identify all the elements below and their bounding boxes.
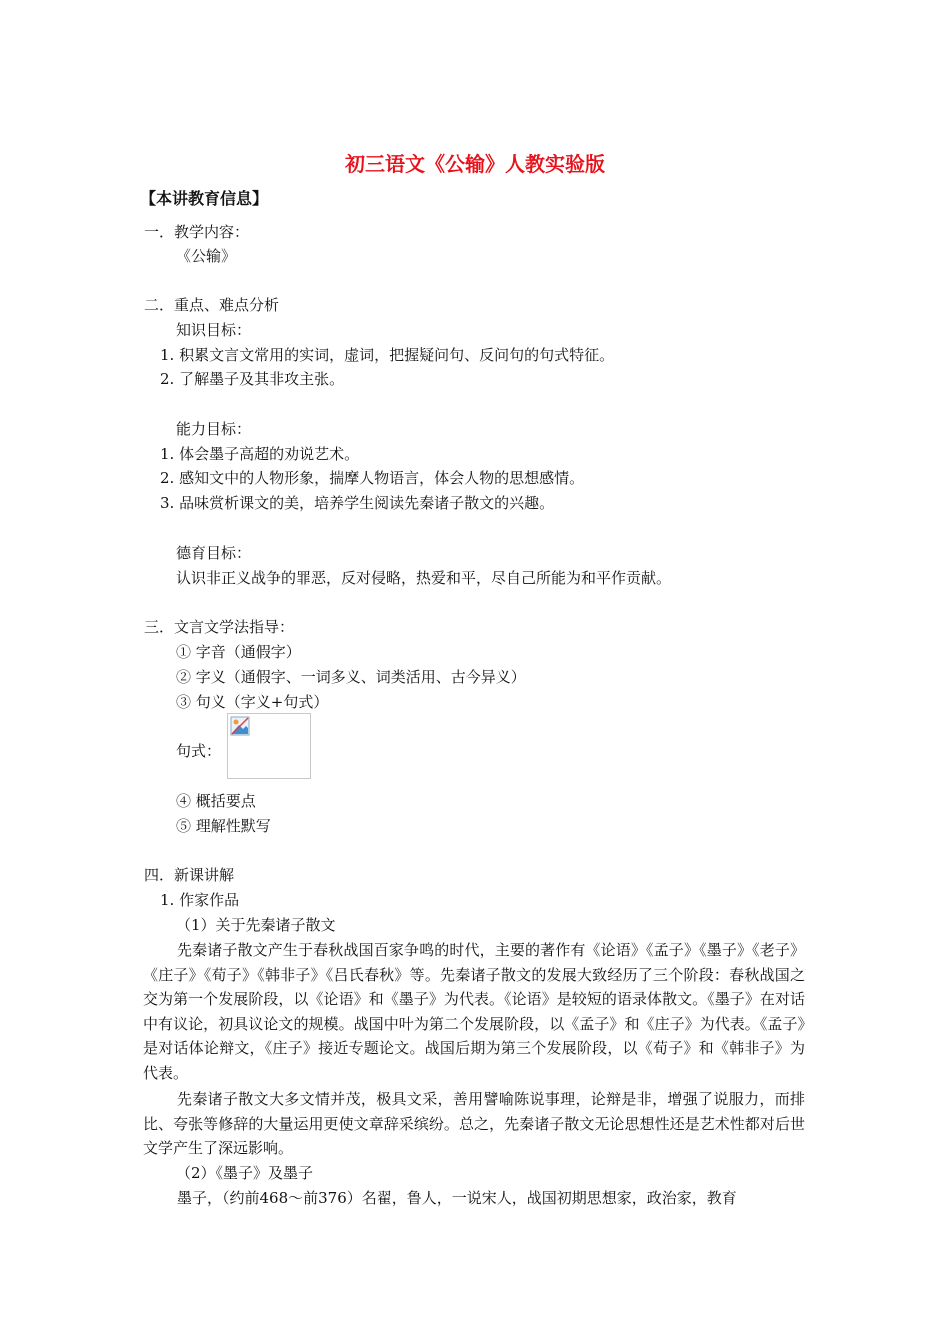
list-item: ⑤ 理解性默写: [176, 817, 271, 835]
sentence-pattern-label: 句式：: [176, 742, 222, 760]
ability-goal-label: 能力目标：: [176, 420, 252, 438]
list-item: 1. 体会墨子高超的劝说艺术。: [160, 445, 360, 463]
image-placeholder: [227, 713, 311, 779]
page-title: 初三语文《公输》人教实验版: [345, 152, 605, 176]
list-item: ② 字义（通假字、一词多义、词类活用、古今异义）: [176, 668, 526, 686]
paragraph: 墨子，（约前468～前376）名翟，鲁人，一说宋人，战国初期思想家，政治家，教育: [177, 1189, 737, 1207]
paragraph: 先秦诸子散文大多文情并茂，极具文采，善用譬喻陈说事理，论辩是非，增强了说服力，而排比、夸张等修辞的大量运用更使文章辞采缤纷。总之，先秦诸子散文无论思想性还是艺术性都对后世文学产生了深远影响。: [143, 1090, 805, 1158]
section-4-title: 四．新课讲解: [144, 866, 235, 884]
section-heading: 【本讲教育信息】: [140, 189, 269, 208]
paragraph: 先秦诸子散文产生于春秋战国百家争鸣的时代，主要的著作有《论语》《孟子》《墨子》《老子》《庄子》《荀子》《韩非子》《吕氏春秋》等。先秦诸子散文的发展大致经历了三个阶段：春秋战国之交为第一个发展阶段，以《论语》和《墨子》为代表。《论语》是较短的语录体散文。《墨子》在对话中有议论，初具议论文的规模。战国中叶为第二个发展阶段，以《孟子》和《庄子》为代表。《孟子》是对话体论辩文，《庄子》接近专题论文。战国后期为第三个发展阶段，以《荀子》和《韩非子》为代表。: [143, 941, 805, 1082]
section-1-line: 《公输》: [176, 247, 237, 265]
list-item: 3. 品味赏析课文的美，培养学生阅读先秦诸子散文的兴趣。: [160, 494, 555, 512]
section-2-title: 二．重点、难点分析: [144, 296, 280, 314]
list-item: ③ 句义（字义+句式）: [176, 693, 329, 711]
section-3-title: 三．文言文学法指导：: [144, 618, 295, 636]
subsection-heading: （2）《墨子》及墨子: [176, 1164, 314, 1182]
list-item: 1. 积累文言文常用的实词，虚词，把握疑问句、反问句的句式特征。: [160, 346, 615, 364]
list-item: 2. 感知文中的人物形象，揣摩人物语言，体会人物的思想感情。: [160, 469, 585, 487]
list-item: 2. 了解墨子及其非攻主张。: [160, 370, 345, 388]
list-item: ④ 概括要点: [176, 792, 256, 810]
moral-goal-text: 认识非正义战争的罪恶，反对侵略，热爱和平，尽自己所能为和平作贡献。: [176, 569, 672, 587]
moral-goal-label: 德育目标：: [176, 544, 252, 562]
list-item: ① 字音（通假字）: [176, 643, 301, 661]
knowledge-goal-label: 知识目标：: [176, 321, 252, 339]
broken-image-icon: [230, 716, 250, 736]
subsection-heading: （1）关于先秦诸子散文: [176, 916, 336, 934]
subsection-title: 1. 作家作品: [160, 891, 240, 909]
section-1-title: 一．教学内容：: [144, 223, 250, 241]
